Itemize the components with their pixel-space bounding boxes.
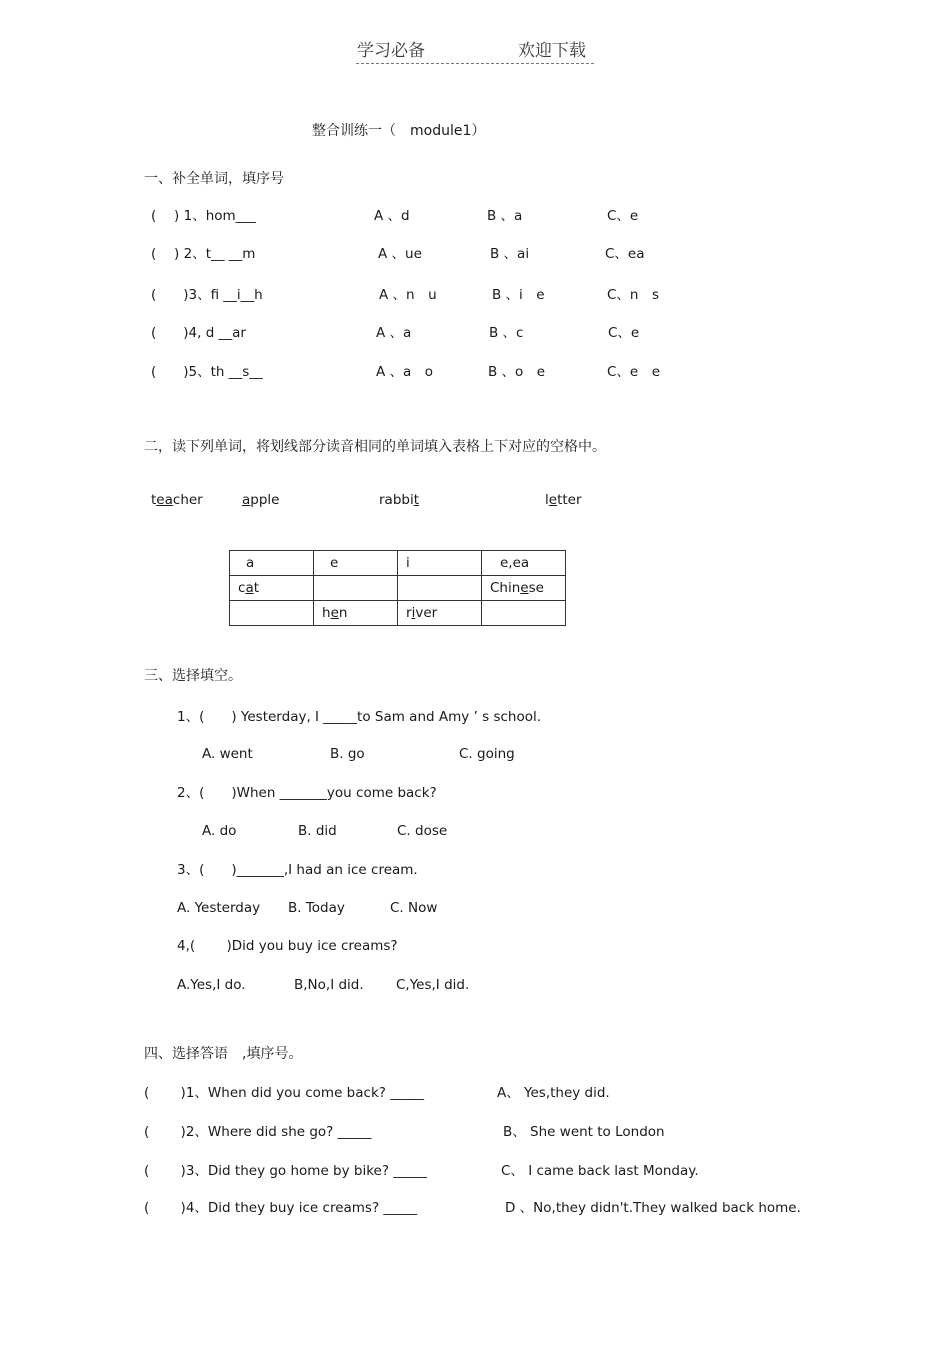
word-rabbit bbox=[379, 494, 419, 508]
page-title: 整合训练一（ module1） bbox=[312, 123, 486, 139]
s1-q4-c: C、e bbox=[608, 325, 640, 341]
s3-q2-opt-b: B. did bbox=[298, 823, 337, 839]
table-cell bbox=[398, 576, 482, 601]
word-underlined-part: a bbox=[242, 492, 251, 508]
s3-q3-opt-c: C. Now bbox=[390, 900, 438, 916]
s4-q1: ( )1、When did you come back? _____ bbox=[144, 1085, 424, 1101]
cell-text: e bbox=[330, 555, 339, 571]
cell-underlined: i bbox=[411, 605, 416, 621]
s1-q5: ( )5、th __s__ bbox=[151, 364, 263, 380]
s4-q4: ( )4、Did they buy ice creams? _____ bbox=[144, 1200, 418, 1216]
s1-q1: ( ) 1、hom___ bbox=[151, 208, 256, 224]
cell-underlined: e bbox=[330, 605, 339, 621]
s3-q1-opt-b: B. go bbox=[330, 746, 365, 762]
s1-q2-a: A 、ue bbox=[378, 246, 422, 262]
s1-q2-b: B 、ai bbox=[490, 246, 530, 262]
s3-q2-opt-c: C. dose bbox=[397, 823, 448, 839]
s1-q5-b: B 、o e bbox=[488, 364, 546, 380]
cell-underlined: e bbox=[520, 580, 529, 596]
word-apple bbox=[242, 494, 279, 508]
cell-text: se bbox=[528, 580, 544, 596]
word-part: t bbox=[151, 492, 157, 508]
table-cell bbox=[482, 601, 566, 626]
cell-text: ver bbox=[415, 605, 438, 621]
cell-text: r bbox=[406, 605, 412, 621]
table-cell bbox=[314, 576, 398, 601]
table-cell bbox=[482, 576, 566, 601]
s3-q4: 4,( )Did you buy ice creams? bbox=[177, 938, 398, 954]
s1-q4-b: B 、c bbox=[489, 325, 524, 341]
table-cell bbox=[314, 601, 398, 626]
s3-q1: 1、( ) Yesterday, I _____to Sam and Amy ’ s school. bbox=[177, 709, 542, 725]
section-3-heading: 三、选择填空。 bbox=[144, 668, 242, 684]
word-letter bbox=[545, 494, 582, 508]
word-part: cher bbox=[172, 492, 203, 508]
table-row bbox=[230, 551, 566, 576]
s1-q5-c: C、e e bbox=[607, 364, 661, 380]
section-2-heading: 二，读下列单词，将划线部分读音相同的单词填入表格上下对应的空格中。 bbox=[144, 439, 606, 455]
header-left: 学习必备 bbox=[357, 41, 425, 61]
word-part: rabbi bbox=[379, 492, 414, 508]
s1-q3-b: B 、i e bbox=[492, 287, 545, 303]
cell-underlined: a bbox=[245, 580, 254, 596]
s1-q3-a: A 、n u bbox=[379, 287, 437, 303]
table-cell bbox=[398, 551, 482, 576]
s1-q3: ( )3、fi __i__h bbox=[151, 287, 263, 303]
table-cell bbox=[314, 551, 398, 576]
word-part: pple bbox=[250, 492, 280, 508]
cell-text: e,ea bbox=[500, 555, 530, 571]
section-4-heading: 四、选择答语 ,填序号。 bbox=[144, 1046, 303, 1062]
word-part: tter bbox=[557, 492, 582, 508]
cell-text: h bbox=[322, 605, 331, 621]
s3-q3-opt-b: B. Today bbox=[288, 900, 345, 916]
word-underlined-part: ea bbox=[156, 492, 173, 508]
s3-q4-opt-b: B,No,I did. bbox=[294, 977, 364, 993]
s1-q1-c: C、e bbox=[607, 208, 639, 224]
s3-q3: 3、( )_______,I had an ice cream. bbox=[177, 862, 418, 878]
phonics-table bbox=[229, 550, 566, 626]
cell-text: i bbox=[406, 555, 410, 571]
table-row bbox=[230, 601, 566, 626]
cell-text: a bbox=[246, 555, 255, 571]
table-cell bbox=[230, 601, 314, 626]
section-1-heading: 一、补全单词，填序号 bbox=[144, 171, 284, 187]
s3-q4-opt-a: A.Yes,I do. bbox=[177, 977, 246, 993]
word-teacher bbox=[151, 494, 203, 508]
s1-q4: ( )4, d __ar bbox=[151, 325, 246, 341]
table-cell bbox=[482, 551, 566, 576]
s3-q4-opt-c: C,Yes,I did. bbox=[396, 977, 470, 993]
s4-q2: ( )2、Where did she go? _____ bbox=[144, 1124, 372, 1140]
table-cell bbox=[230, 551, 314, 576]
s1-q3-c: C、n s bbox=[607, 287, 660, 303]
s1-q2: ( ) 2、t__ __m bbox=[151, 246, 256, 262]
s3-q1-opt-a: A. went bbox=[202, 746, 253, 762]
s1-q5-a: A 、a o bbox=[376, 364, 434, 380]
s4-a4: D 、No,they didn't.They walked back home. bbox=[505, 1200, 801, 1216]
cell-text: c bbox=[238, 580, 246, 596]
header-right: 欢迎下载 bbox=[518, 41, 586, 61]
cell-text: n bbox=[338, 605, 348, 621]
word-underlined-part: t bbox=[413, 492, 420, 508]
s1-q4-a: A 、a bbox=[376, 325, 412, 341]
table-cell bbox=[398, 601, 482, 626]
header-divider bbox=[356, 63, 594, 64]
s3-q3-opt-a: A. Yesterday bbox=[177, 900, 261, 916]
s1-q2-c: C、ea bbox=[605, 246, 645, 262]
s3-q2: 2、( )When _______you come back? bbox=[177, 785, 437, 801]
s3-q1-opt-c: C. going bbox=[459, 746, 515, 762]
s4-a1: A、 Yes,they did. bbox=[497, 1085, 610, 1101]
word-part: l bbox=[545, 492, 549, 508]
s1-q1-b: B 、a bbox=[487, 208, 523, 224]
s4-a2: B、 She went to London bbox=[503, 1124, 665, 1140]
s3-q2-opt-a: A. do bbox=[202, 823, 237, 839]
table-cell bbox=[230, 576, 314, 601]
s4-a3: C、 I came back last Monday. bbox=[501, 1163, 699, 1179]
s4-q3: ( )3、Did they go home by bike? _____ bbox=[144, 1163, 428, 1179]
s1-q1-a: A 、d bbox=[374, 208, 410, 224]
cell-text: t bbox=[253, 580, 260, 596]
cell-text: Chin bbox=[490, 580, 521, 596]
word-underlined-part: e bbox=[548, 492, 558, 508]
table-row bbox=[230, 576, 566, 601]
